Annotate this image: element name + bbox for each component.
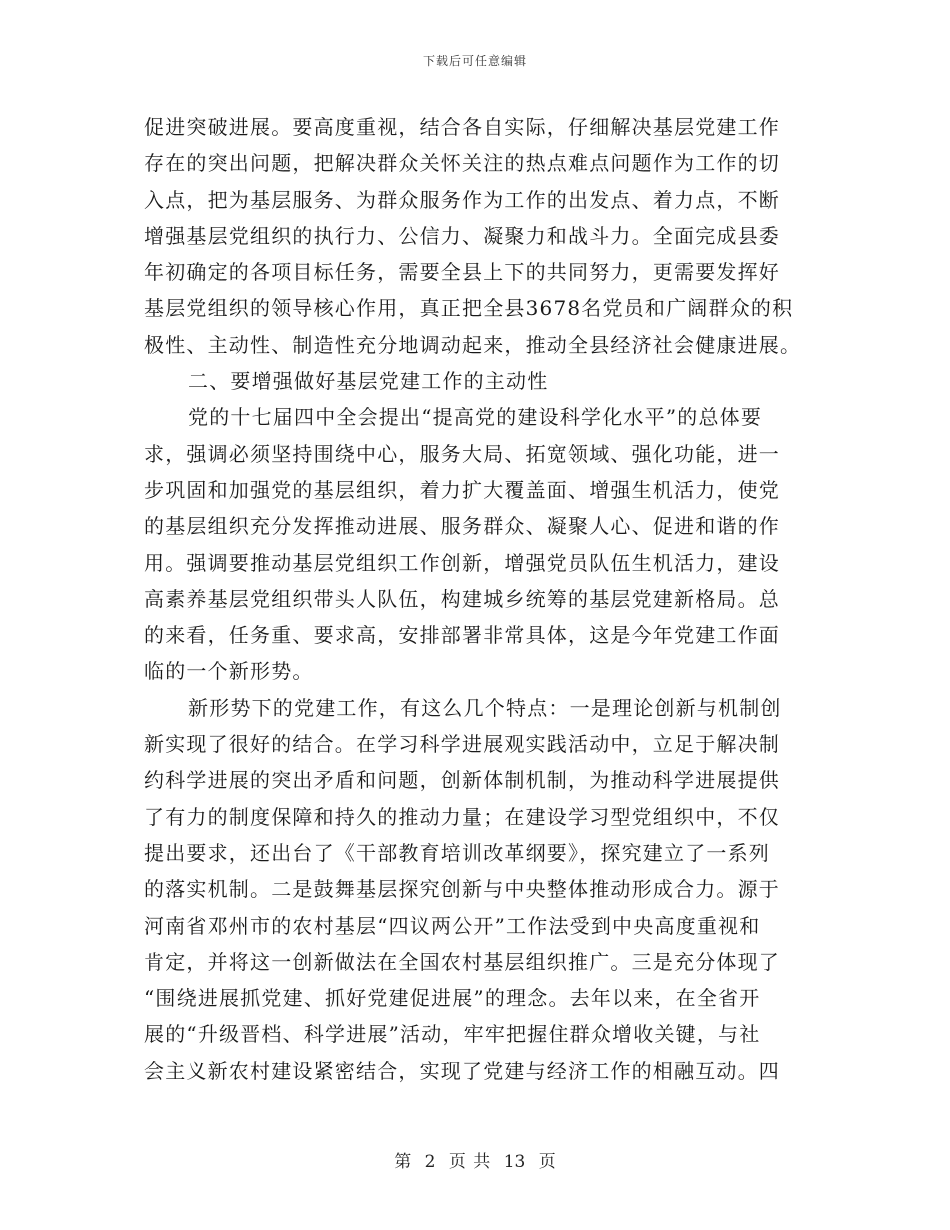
text-line: 存在的突出问题，把解决群众关怀关注的热点难点问题作为工作的切 <box>144 151 780 176</box>
text-line: 约科学进展的突出矛盾和问题，创新体制机制，为推动科学进展提供 <box>144 768 780 793</box>
footer-middle: 页 共 <box>448 1152 491 1172</box>
text-line: 步巩固和加强党的基层组织，着力扩大覆盖面、增强生机活力，使党 <box>144 477 780 502</box>
text-line: 临的一个新形势。 <box>144 659 314 684</box>
document-body <box>144 109 804 1089</box>
text-line: 党的十七届四中全会提出“提高党的建设科学化水平”的总体要 <box>188 405 763 430</box>
text-line: 入点，把为基层服务、为群众服务作为工作的出发点、着力点，不断 <box>144 187 780 212</box>
text-line: 增强基层党组织的执行力、公信力、凝聚力和战斗力。全面完成县委 <box>144 223 780 248</box>
text-line: 新实现了很好的结合。在学习科学进展观实践活动中，立足于解决制 <box>144 732 780 757</box>
page-footer <box>0 1147 950 1172</box>
text-line: 极性、主动性、制造性充分地调动起来，推动全县经济社会健康进展。 <box>144 332 802 357</box>
footer-current-page: 2 <box>424 1152 436 1172</box>
footer-total-pages: 13 <box>503 1152 526 1172</box>
footer-prefix: 第 <box>394 1152 412 1172</box>
text-line: 了有力的制度保障和持久的推动力量；在建设学习型党组织中，不仅 <box>144 804 780 829</box>
text-line: 基层党组织的领导核心作用，真正把全县3678名党员和广阔群众的积 <box>144 296 794 321</box>
text-line: 用。强调要推动基层党组织工作创新，增强党员队伍生机活力，建设 <box>144 550 780 575</box>
text-line: 新形势下的党建工作，有这么几个特点：一是理论创新与机制创 <box>188 695 782 720</box>
text-line: 促进突破进展。要高度重视，结合各自实际，仔细解决基层党建工作 <box>144 115 780 139</box>
text-line: 年初确定的各项目标任务，需要全县上下的共同努力，更需要发挥好 <box>144 260 780 285</box>
text-line: 提出要求，还出台了《干部教育培训改革纲要》，探究建立了一系列 <box>144 840 770 865</box>
text-line: 的落实机制。二是鼓舞基层探究创新与中央整体推动形成合力。源于 <box>144 877 780 902</box>
text-line: 二、要增强做好基层党建工作的主动性 <box>188 369 549 394</box>
text-line: 展的“升级晋档、科学进展”活动，牢牢把握住群众增收关键，与社 <box>144 1022 761 1047</box>
text-line: “围绕进展抓党建、抓好党建促进展”的理念。去年以来，在全省开 <box>144 986 761 1011</box>
text-line: 会主义新农村建设紧密结合，实现了党建与经济工作的相融互动。四 <box>144 1058 780 1083</box>
footer-suffix: 页 <box>538 1152 556 1172</box>
text-line: 高素养基层党组织带头人队伍，构建城乡统筹的基层党建新格局。总 <box>144 586 780 611</box>
page-header-note: 下载后可任意编辑 <box>422 54 527 68</box>
text-line: 的来看，任务重、要求高，安排部署非常具体，这是今年党建工作面 <box>144 623 780 648</box>
text-line: 肯定，并将这一创新做法在全国农村基层组织推广。三是充分体现了 <box>144 949 780 974</box>
text-line: 求，强调必须坚持围绕中心，服务大局、拓宽领域、强化功能，进一 <box>144 441 780 466</box>
text-line: 河南省邓州市的农村基层“四议两公开”工作法受到中央高度重视和 <box>144 913 761 938</box>
text-line: 的基层组织充分发挥推动进展、服务群众、凝聚人心、促进和谐的作 <box>144 514 780 539</box>
